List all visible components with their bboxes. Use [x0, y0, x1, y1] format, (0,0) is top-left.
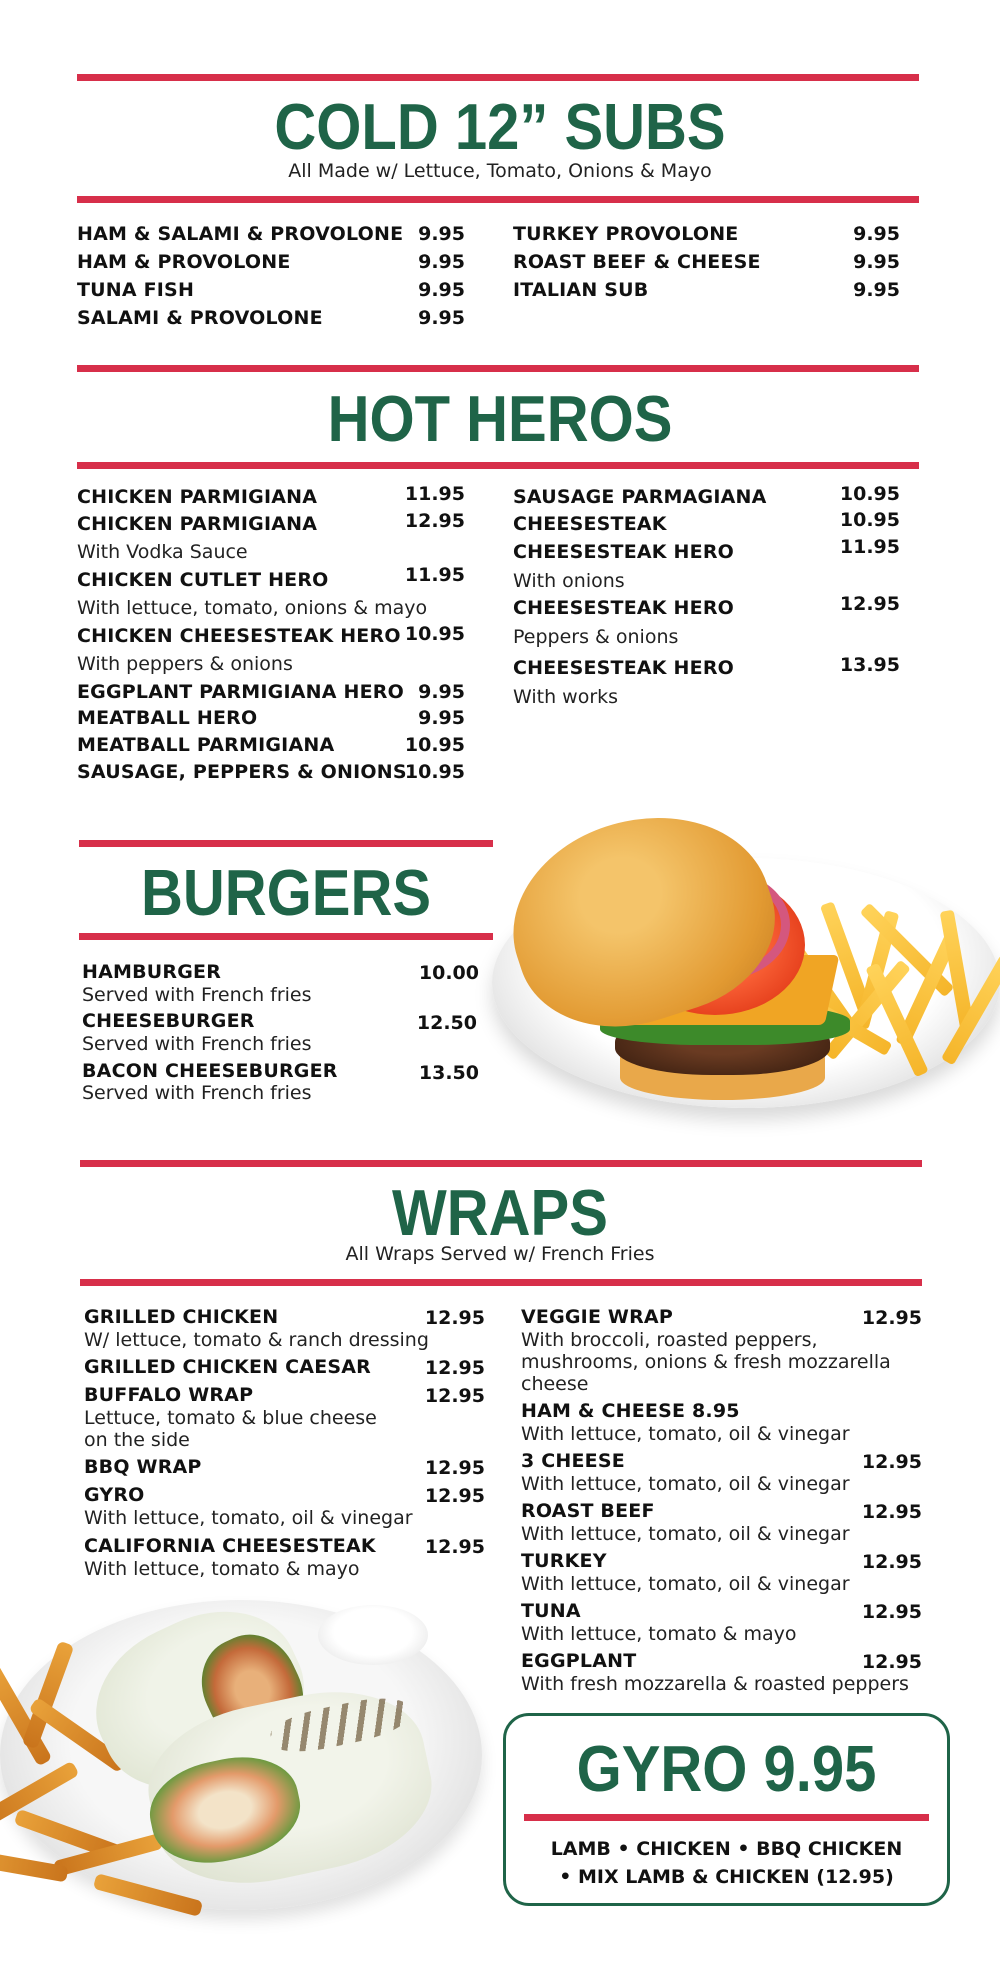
menu-item-name: MEATBALL PARMIGIANA — [77, 734, 335, 756]
menu-item-description: With peppers & onions — [77, 653, 293, 675]
menu-item-description: Served with French fries — [82, 1082, 312, 1104]
cold-subs-top-rule — [77, 74, 919, 81]
menu-item-description: Lettuce, tomato & blue cheese — [84, 1407, 377, 1429]
menu-item-price: 12.95 — [424, 1485, 485, 1507]
menu-item-name: CHEESESTEAK HERO — [513, 657, 734, 679]
menu-item-price: 9.95 — [418, 251, 465, 273]
gyro-title: GYRO 9.95 — [576, 1732, 877, 1806]
menu-item-price: 10.95 — [839, 509, 900, 531]
menu-item-price: 9.95 — [418, 307, 465, 329]
menu-item-price: 12.95 — [861, 1501, 922, 1523]
menu-item-description: Served with French fries — [82, 984, 312, 1006]
menu-item-price: 12.95 — [424, 1536, 485, 1558]
menu-item-description: With lettuce, tomato & mayo — [84, 1558, 360, 1580]
menu-item-name: GYRO — [84, 1484, 145, 1506]
menu-item-description: With lettuce, tomato, oil & vinegar — [521, 1423, 850, 1445]
menu-item-name: EGGPLANT — [521, 1650, 637, 1672]
menu-item-description: Served with French fries — [82, 1033, 312, 1055]
menu-item-price: 11.95 — [404, 483, 465, 505]
menu-item-name: TURKEY PROVOLONE — [513, 223, 739, 245]
menu-item-price: 10.95 — [404, 761, 465, 783]
menu-item-price: 9.95 — [853, 223, 900, 245]
menu-item-price: 10.95 — [404, 623, 465, 645]
menu-item-name: MEATBALL HERO — [77, 707, 258, 729]
cold-subs-subtitle: All Made w/ Lettuce, Tomato, Onions & Mayo — [288, 160, 712, 182]
menu-item-name: EGGPLANT PARMIGIANA HERO — [77, 681, 404, 703]
menu-item-name: HAM & PROVOLONE — [77, 251, 291, 273]
menu-item-description: on the side — [84, 1429, 190, 1451]
menu-item-price: 13.95 — [839, 654, 900, 676]
menu-item-description: W/ lettuce, tomato & ranch dressing — [84, 1329, 429, 1351]
burgers-top-rule — [79, 840, 493, 847]
menu-item-description: With Vodka Sauce — [77, 541, 248, 563]
menu-item-description: With lettuce, tomato & mayo — [521, 1623, 797, 1645]
menu-item-price: 12.95 — [424, 1385, 485, 1407]
menu-item-name: TURKEY — [521, 1550, 607, 1572]
menu-item-price: 9.95 — [418, 223, 465, 245]
menu-item-description: cheese — [521, 1373, 589, 1395]
menu-item-name: CHICKEN PARMIGIANA — [77, 513, 318, 535]
menu-item-name: VEGGIE WRAP — [521, 1306, 673, 1328]
menu-item-name: TUNA FISH — [77, 279, 195, 301]
hot-heros-title: HOT HEROS — [327, 382, 673, 456]
menu-item-name: CALIFORNIA CHEESESTEAK — [84, 1535, 376, 1557]
menu-item-price: 12.95 — [424, 1457, 485, 1479]
menu-item-name: GRILLED CHICKEN — [84, 1306, 279, 1328]
menu-item-price: 12.95 — [839, 593, 900, 615]
menu-item-description: With works — [513, 686, 619, 708]
hot-heros-bottom-rule — [77, 462, 919, 469]
menu-item-description: With broccoli, roasted peppers, — [521, 1329, 818, 1351]
menu-item-price: 12.95 — [424, 1357, 485, 1379]
menu-item-description: mushrooms, onions & fresh mozzarella — [521, 1351, 891, 1373]
menu-item-price: 12.95 — [861, 1601, 922, 1623]
wraps-title: WRAPS — [392, 1176, 608, 1250]
menu-item-name: BUFFALO WRAP — [84, 1384, 254, 1406]
gyro-line-2: • MIX LAMB & CHICKEN (12.95) — [559, 1866, 894, 1888]
menu-item-price: 12.95 — [861, 1307, 922, 1329]
dip-cup-shape — [318, 1605, 428, 1665]
menu-item-price: 11.95 — [404, 564, 465, 586]
burgers-title: BURGERS — [140, 856, 432, 930]
menu-item-name: ROAST BEEF — [521, 1500, 655, 1522]
menu-item-name: CHICKEN CHEESESTEAK HERO — [77, 625, 401, 647]
menu-item-name: HAMBURGER — [82, 961, 222, 983]
menu-item-name: SAUSAGE, PEPPERS & ONIONS — [77, 761, 407, 783]
menu-item-description: Peppers & onions — [513, 626, 679, 648]
menu-item-price: 10.95 — [839, 483, 900, 505]
menu-item-name: HAM & SALAMI & PROVOLONE — [77, 223, 404, 245]
menu-item-price: 10.00 — [418, 962, 479, 984]
menu-item-name: CHEESESTEAK HERO — [513, 541, 734, 563]
menu-item-price: 9.95 — [418, 279, 465, 301]
menu-item-price: 10.95 — [404, 734, 465, 756]
menu-item-name: SALAMI & PROVOLONE — [77, 307, 323, 329]
wraps-bottom-rule — [80, 1279, 922, 1286]
menu-item-name: TUNA — [521, 1600, 581, 1622]
gyro-line-1: LAMB • CHICKEN • BBQ CHICKEN — [550, 1838, 903, 1860]
menu-item-price: 12.95 — [424, 1307, 485, 1329]
menu-item-description: With onions — [513, 570, 625, 592]
menu-item-name: BBQ WRAP — [84, 1456, 202, 1478]
burgers-bottom-rule — [79, 933, 493, 940]
menu-item-name: CHICKEN CUTLET HERO — [77, 569, 329, 591]
wraps-subtitle: All Wraps Served w/ French Fries — [345, 1243, 655, 1265]
menu-item-price: 12.95 — [861, 1551, 922, 1573]
menu-item-price: 11.95 — [839, 536, 900, 558]
hot-heros-top-rule — [77, 365, 919, 372]
menu-item-price: 9.95 — [418, 707, 465, 729]
menu-item-name: 3 CHEESE — [521, 1450, 625, 1472]
menu-item-description: With lettuce, tomato, oil & vinegar — [521, 1573, 850, 1595]
gyro-rule — [524, 1814, 929, 1821]
menu-item-price: 12.95 — [861, 1651, 922, 1673]
cold-subs-title: COLD 12” SUBS — [274, 90, 726, 164]
menu-item-name: CHICKEN PARMIGIANA — [77, 486, 318, 508]
menu-item-price: 9.95 — [418, 681, 465, 703]
menu-item-name: CHEESEBURGER — [82, 1010, 255, 1032]
menu-item-name: SAUSAGE PARMAGIANA — [513, 486, 767, 508]
menu-item-description: With lettuce, tomato, oil & vinegar — [521, 1473, 850, 1495]
menu-item-name: ITALIAN SUB — [513, 279, 649, 301]
menu-item-name: HAM & CHEESE 8.95 — [521, 1400, 740, 1422]
menu-item-description: With lettuce, tomato, oil & vinegar — [521, 1523, 850, 1545]
menu-item-price: 12.50 — [416, 1012, 477, 1034]
menu-item-name: BACON CHEESEBURGER — [82, 1060, 338, 1082]
menu-item-price: 12.95 — [861, 1451, 922, 1473]
menu-item-description: With lettuce, tomato, onions & mayo — [77, 597, 428, 619]
menu-item-price: 12.95 — [404, 510, 465, 532]
menu-item-name: ROAST BEEF & CHEESE — [513, 251, 761, 273]
menu-item-name: CHEESESTEAK HERO — [513, 597, 734, 619]
menu-item-name: CHEESESTEAK — [513, 513, 667, 535]
cold-subs-bottom-rule — [77, 196, 919, 203]
menu-item-price: 9.95 — [853, 279, 900, 301]
wraps-top-rule — [80, 1160, 922, 1167]
menu-item-price: 9.95 — [853, 251, 900, 273]
gyro-special-box — [503, 1713, 950, 1906]
menu-item-description: With fresh mozzarella & roasted peppers — [521, 1673, 909, 1695]
menu-item-price: 13.50 — [418, 1062, 479, 1084]
menu-item-description: With lettuce, tomato, oil & vinegar — [84, 1507, 413, 1529]
menu-item-name: GRILLED CHICKEN CAESAR — [84, 1356, 371, 1378]
